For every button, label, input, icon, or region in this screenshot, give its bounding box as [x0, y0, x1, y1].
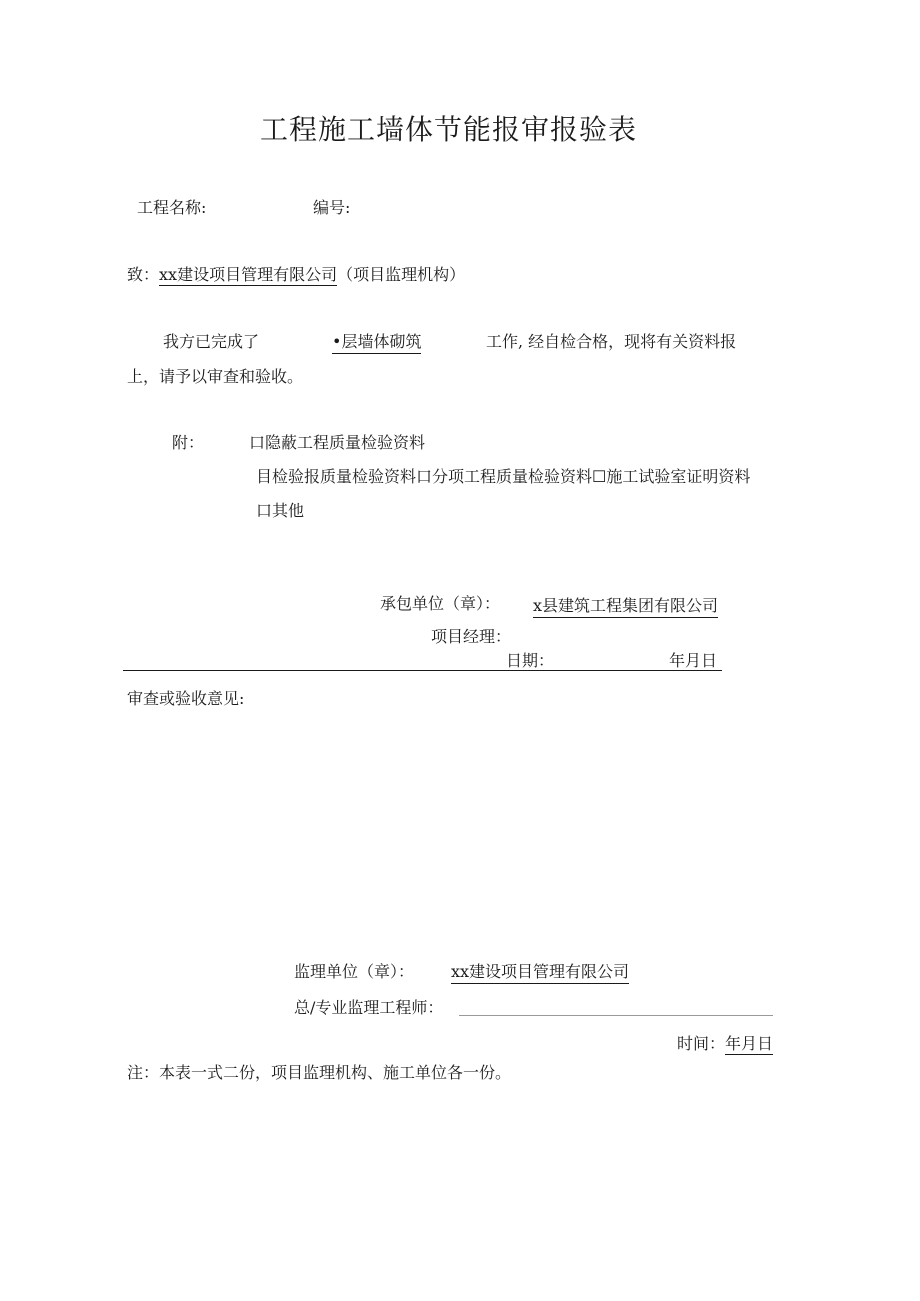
- supervising-engineer-label: 总/专业监理工程师：: [294, 998, 444, 1017]
- body-work-item: •层墙体砌筑: [332, 332, 421, 354]
- page-title: 工程施工墙体节能报审报验表: [260, 113, 638, 146]
- body-line-2: 上，请予以审查和验收。: [127, 367, 304, 386]
- engineer-signature-line: [459, 1015, 773, 1016]
- supervisor-unit-value: xx建设项目管理有限公司: [451, 962, 629, 984]
- recipient-line: [127, 265, 465, 285]
- recipient-suffix: （项目监理机构）: [337, 265, 466, 284]
- recipient-company: xx建设项目管理有限公司: [159, 265, 338, 284]
- project-manager-label: 项目经理：: [431, 627, 512, 646]
- recipient-prefix: 致：: [127, 265, 160, 284]
- contractor-date-label: 日期：: [506, 651, 555, 670]
- body-continuation: 工作, 经自检合格，现将有关资料报: [486, 332, 737, 351]
- footnote: 注：本表一式二份，项目监理机构、施工单位各一份。: [127, 1063, 512, 1082]
- supervisor-unit-label: 监理单位（章）：: [294, 962, 415, 981]
- contractor-date-value: 年月日: [669, 651, 718, 670]
- number-label: 编号:: [313, 198, 351, 217]
- attachment-line-1: 口隐蔽工程质量检验资料: [249, 433, 426, 452]
- body-intro: 我方已完成了: [163, 332, 260, 351]
- section-divider: [123, 670, 722, 671]
- contractor-unit-label: 承包单位（章）：: [380, 594, 501, 613]
- attachment-line-2: 目检验报质量检验资料口分项工程质量检验资料☐施工试验室证明资料: [256, 467, 751, 486]
- review-opinion-label: 审查或验收意见:: [127, 689, 245, 708]
- contractor-unit-value: x县建筑工程集团有限公司: [533, 596, 718, 618]
- supervisor-time-value: 年月日: [725, 1034, 774, 1053]
- attachments-label: 附：: [172, 433, 205, 452]
- project-name-label: 工程名称:: [137, 198, 207, 217]
- attachment-line-3: 口其他: [256, 501, 305, 520]
- supervisor-time-label: 时间：: [677, 1034, 726, 1053]
- supervisor-time-line: [677, 1034, 773, 1054]
